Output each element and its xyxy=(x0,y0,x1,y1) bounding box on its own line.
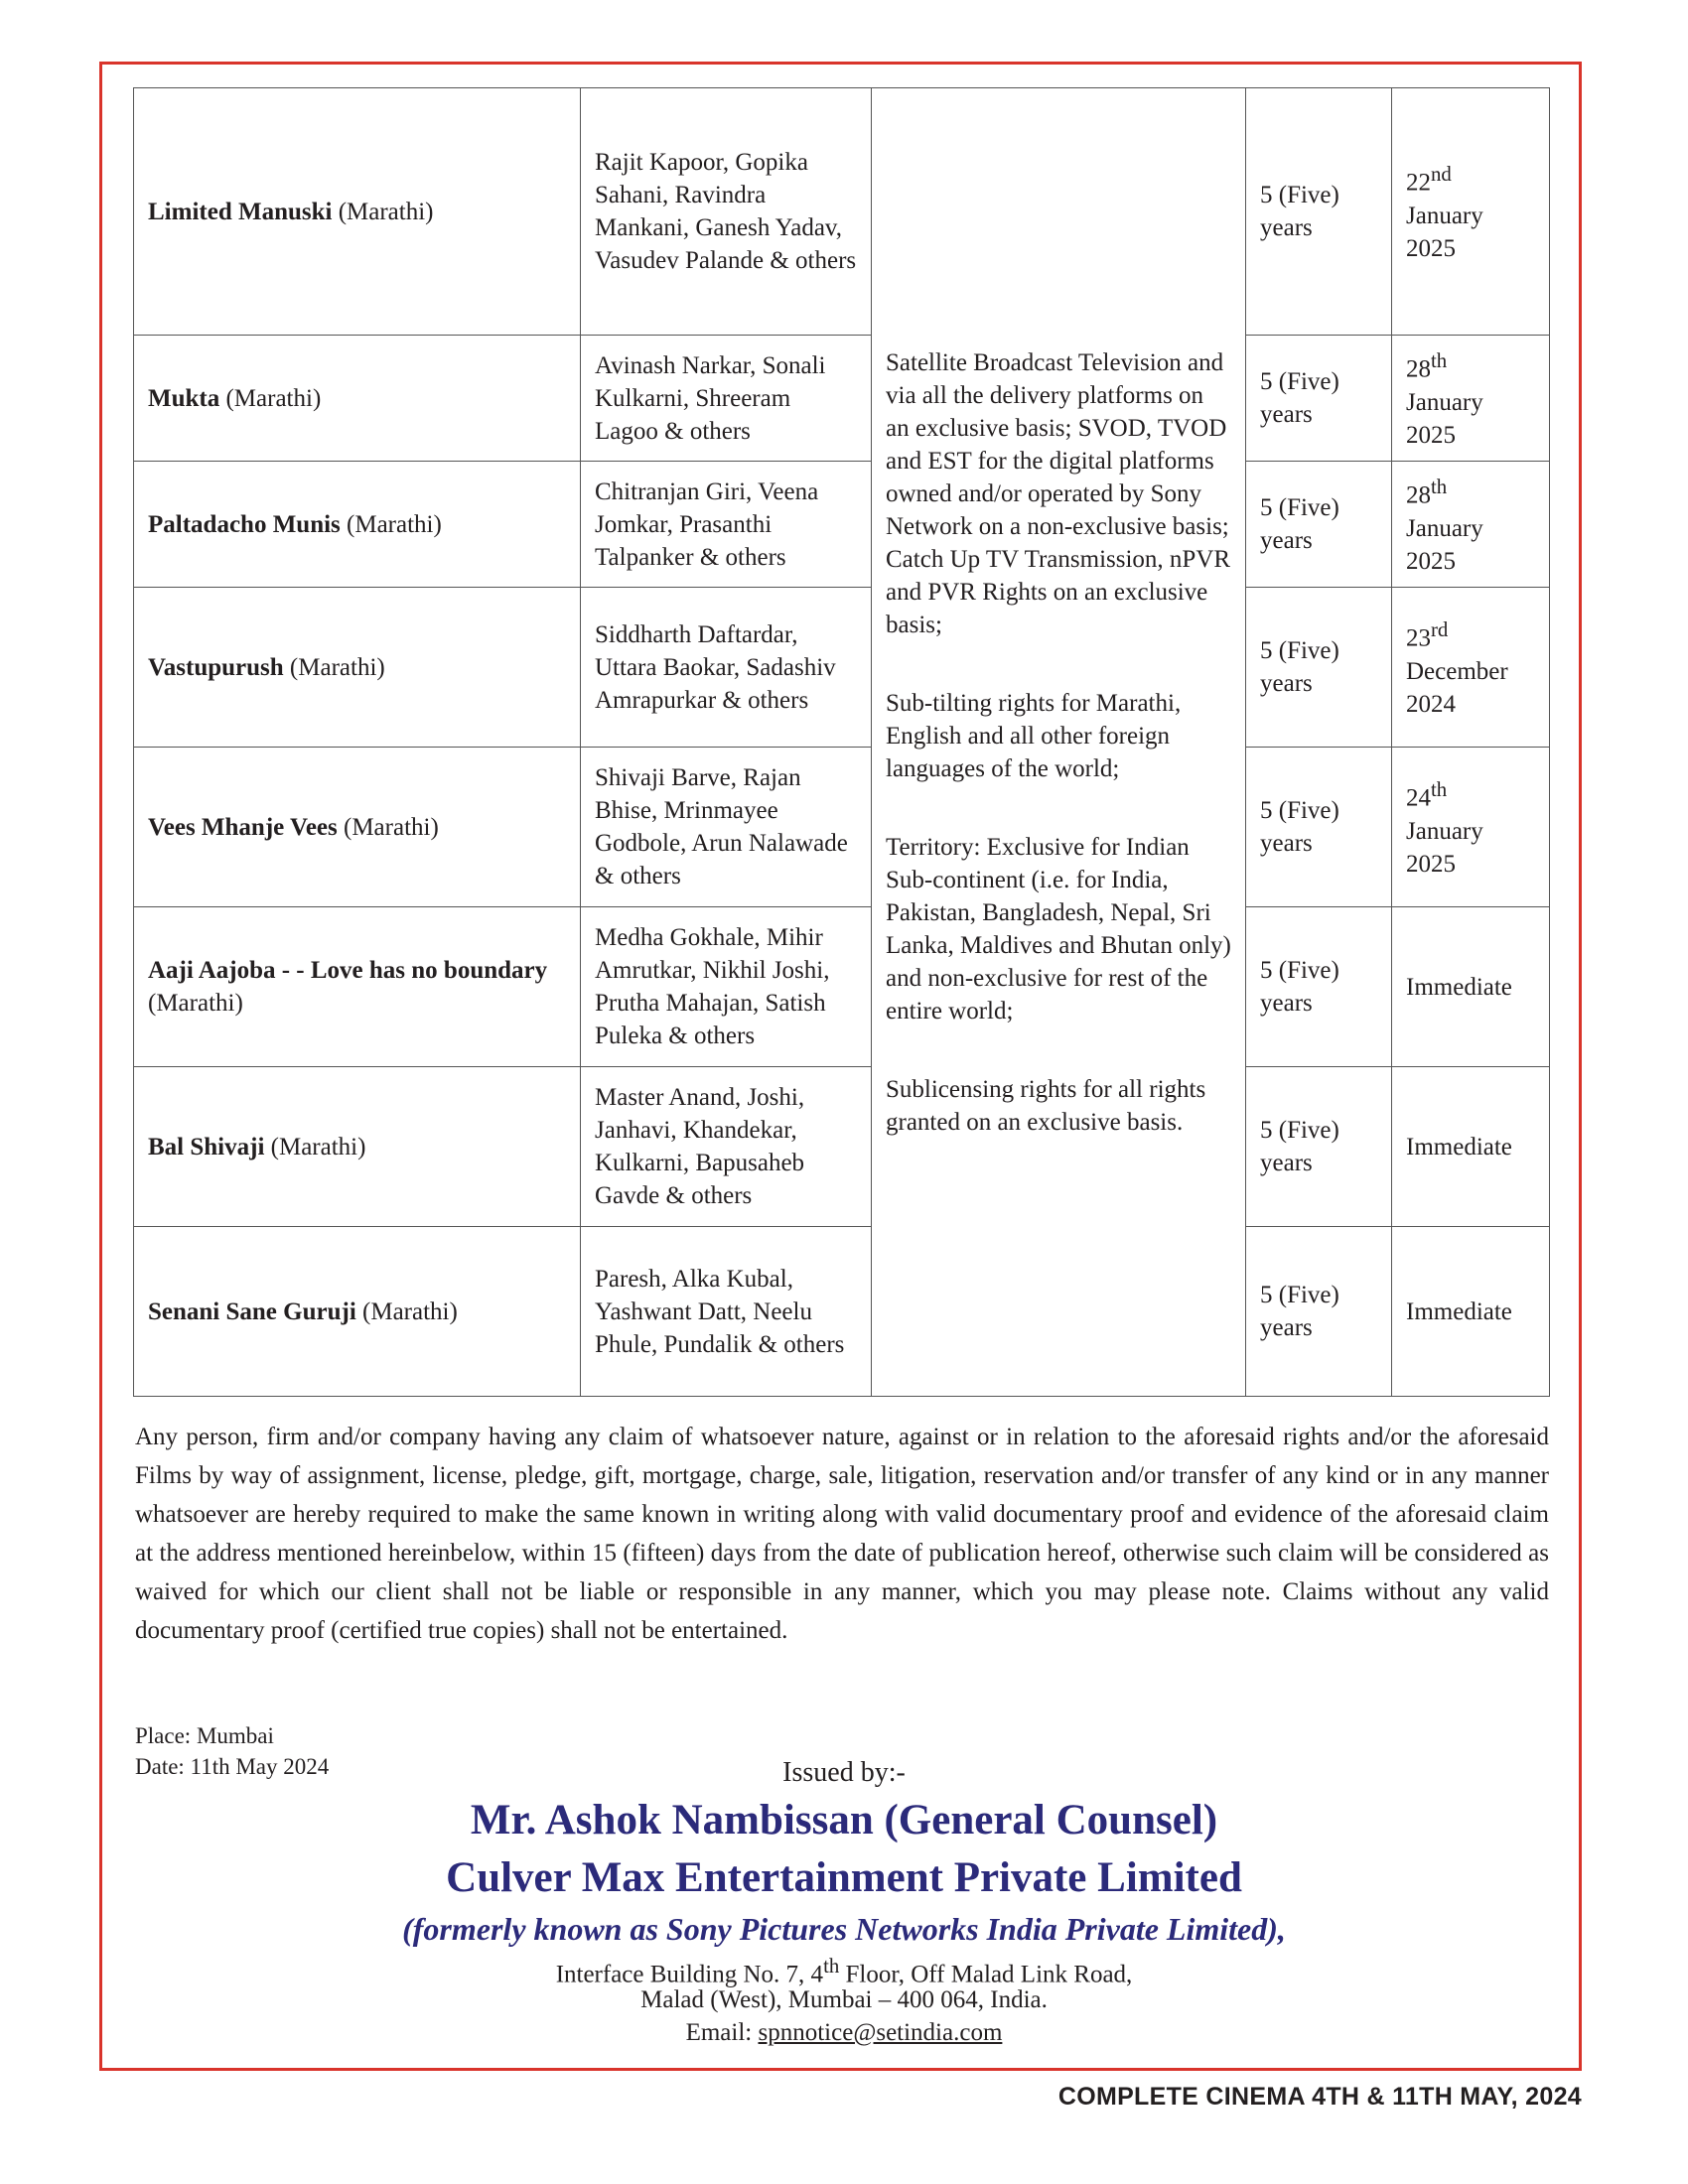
film-language: (Marathi) xyxy=(362,1297,458,1325)
film-cell xyxy=(134,1227,581,1397)
film-language: (Marathi) xyxy=(148,990,243,1017)
film-title: Bal Shivaji xyxy=(148,1133,265,1160)
film-cell xyxy=(134,336,581,462)
place-text: Place: Mumbai xyxy=(135,1723,274,1748)
date-cell: 22nd January 2025 xyxy=(1392,88,1550,336)
period-cell: 5 (Five) years xyxy=(1246,1227,1392,1397)
email-link[interactable]: spnnotice@setindia.com xyxy=(758,2019,1003,2046)
date-cell: Immediate xyxy=(1392,907,1550,1067)
table-row xyxy=(134,1227,1550,1397)
film-title: Limited Manuski xyxy=(148,198,333,225)
issuer-name: Mr. Ashok Nambissan (General Counsel) xyxy=(470,1797,1218,1843)
period-cell: 5 (Five) years xyxy=(1246,88,1392,336)
film-title: Mukta xyxy=(148,384,220,412)
film-cell xyxy=(134,907,581,1067)
former-company-name: (formerly known as Sony Pictures Networks India Private Limited), xyxy=(402,1911,1286,1947)
cast-cell: Medha Gokhale, Mihir Amrutkar, Nikhil Joshi, Prutha Mahajan, Satish Puleka & others xyxy=(581,907,872,1067)
table-row xyxy=(134,588,1550,748)
cast-cell: Shivaji Barve, Rajan Bhise, Mrinmayee Godbole, Arun Nalawade & others xyxy=(581,748,872,907)
email-label: Email: xyxy=(685,2019,759,2046)
cast-cell: Chitranjan Giri, Veena Jomkar, Prasanthi Talpanker & others xyxy=(581,462,872,588)
issued-by-label: Issued by:- xyxy=(782,1757,906,1788)
table-row xyxy=(134,88,1550,336)
film-cell xyxy=(134,748,581,907)
address-line-2: Malad (West), Mumbai – 400 064, India. xyxy=(640,1986,1048,2013)
period-cell: 5 (Five) years xyxy=(1246,907,1392,1067)
film-title: Vastupurush xyxy=(148,653,284,681)
film-title: Aaji Aajoba - - Love has no boundary xyxy=(148,957,548,984)
cast-cell: Master Anand, Joshi, Janhavi, Khandekar, Kulkarni, Bapusaheb Gavde & others xyxy=(581,1067,872,1227)
date-cell: 28th January 2025 xyxy=(1392,462,1550,588)
claim-paragraph: Any person, firm and/or company having any claim of whatsoever nature, against or in relation to the aforesaid rights and/or the aforesaid Films by way of assignment, license, pledge, gift, mortgage, charge, sale, litigation, reservation and/or transfer of any kind or in any manner whatsoever are hereby required to make the same known in writing along with valid documentary proof and evidence of the aforesaid claim at the address mentioned hereinbelow, within 15 (fifteen) days from the date of publication hereof, otherwise such claim will be considered as waived for which our client shall not be liable or responsible in any manner, which you may please note. Claims without any valid documentary proof (certified true copies) shall not be entertained. xyxy=(135,1424,1549,1644)
period-cell: 5 (Five) years xyxy=(1246,336,1392,462)
film-title: Paltadacho Munis xyxy=(148,510,341,538)
film-title: Senani Sane Guruji xyxy=(148,1297,356,1325)
sublicensing-paragraph: Sublicensing rights for all rights granted on an exclusive basis. xyxy=(886,1075,1206,1136)
date-cell: 28th January 2025 xyxy=(1392,336,1550,462)
period-cell: 5 (Five) years xyxy=(1246,1067,1392,1227)
period-cell: 5 (Five) years xyxy=(1246,588,1392,748)
cast-cell: Paresh, Alka Kubal, Yashwant Datt, Neelu Phule, Pundalik & others xyxy=(581,1227,872,1397)
date-cell: Immediate xyxy=(1392,1067,1550,1227)
date-text: Date: 11th May 2024 xyxy=(135,1754,330,1779)
film-language: (Marathi) xyxy=(225,384,322,412)
subtitling-paragraph: Sub-tilting rights for Marathi, English and all other foreign languages of the world; xyxy=(886,689,1182,782)
cast-cell: Rajit Kapoor, Gopika Sahani, Ravindra Mankani, Ganesh Yadav, Vasudev Palande & others xyxy=(581,88,872,336)
film-title: Vees Mhanje Vees xyxy=(148,813,338,841)
film-language: (Marathi) xyxy=(289,653,385,681)
film-cell xyxy=(134,88,581,336)
company-name: Culver Max Entertainment Private Limited xyxy=(446,1854,1242,1901)
cast-cell: Siddharth Daftardar, Uttara Baokar, Sadashiv Amrapurkar & others xyxy=(581,588,872,748)
date-cell: Immediate xyxy=(1392,1227,1550,1397)
date-cell: 24th January 2025 xyxy=(1392,748,1550,907)
period-cell: 5 (Five) years xyxy=(1246,748,1392,907)
table-row xyxy=(134,907,1550,1067)
territory-paragraph: Territory: Exclusive for Indian Sub-continent (i.e. for India, Pakistan, Bangladesh, Nepal, Sri Lanka, Maldives and Bhutan only) and non-exclusive for rest of the entire world; xyxy=(886,833,1231,1024)
film-language: (Marathi) xyxy=(338,198,434,225)
table-row xyxy=(134,462,1550,588)
address-line-1: Interface Building No. 7, 4th Floor, Off Malad Link Road, xyxy=(555,1954,1133,1988)
publication-footer: COMPLETE CINEMA 4TH & 11TH MAY, 2024 xyxy=(1057,2083,1582,2111)
film-cell xyxy=(134,1067,581,1227)
film-language: (Marathi) xyxy=(270,1133,366,1160)
date-cell: 23rd December 2024 xyxy=(1392,588,1550,748)
film-cell xyxy=(134,462,581,588)
table-row xyxy=(134,748,1550,907)
film-language: (Marathi) xyxy=(347,510,442,538)
table-row xyxy=(134,1067,1550,1227)
film-rights-table xyxy=(133,87,1550,1397)
film-language: (Marathi) xyxy=(344,813,439,841)
rights-granted-cell xyxy=(872,88,1246,1397)
email-line xyxy=(0,2019,1688,2047)
period-cell: 5 (Five) years xyxy=(1246,462,1392,588)
table-row xyxy=(134,336,1550,462)
film-cell xyxy=(134,588,581,748)
rights-paragraph: Satellite Broadcast Television and via all the delivery platforms on an exclusive basis; SVOD, TVOD and EST for the digital platforms owned and/or operated by Sony Network on a non-exclusive basis; Catch Up TV Transmission, nPVR and PVR Rights on an exclusive basis; xyxy=(886,348,1231,638)
cast-cell: Avinash Narkar, Sonali Kulkarni, Shreeram Lagoo & others xyxy=(581,336,872,462)
